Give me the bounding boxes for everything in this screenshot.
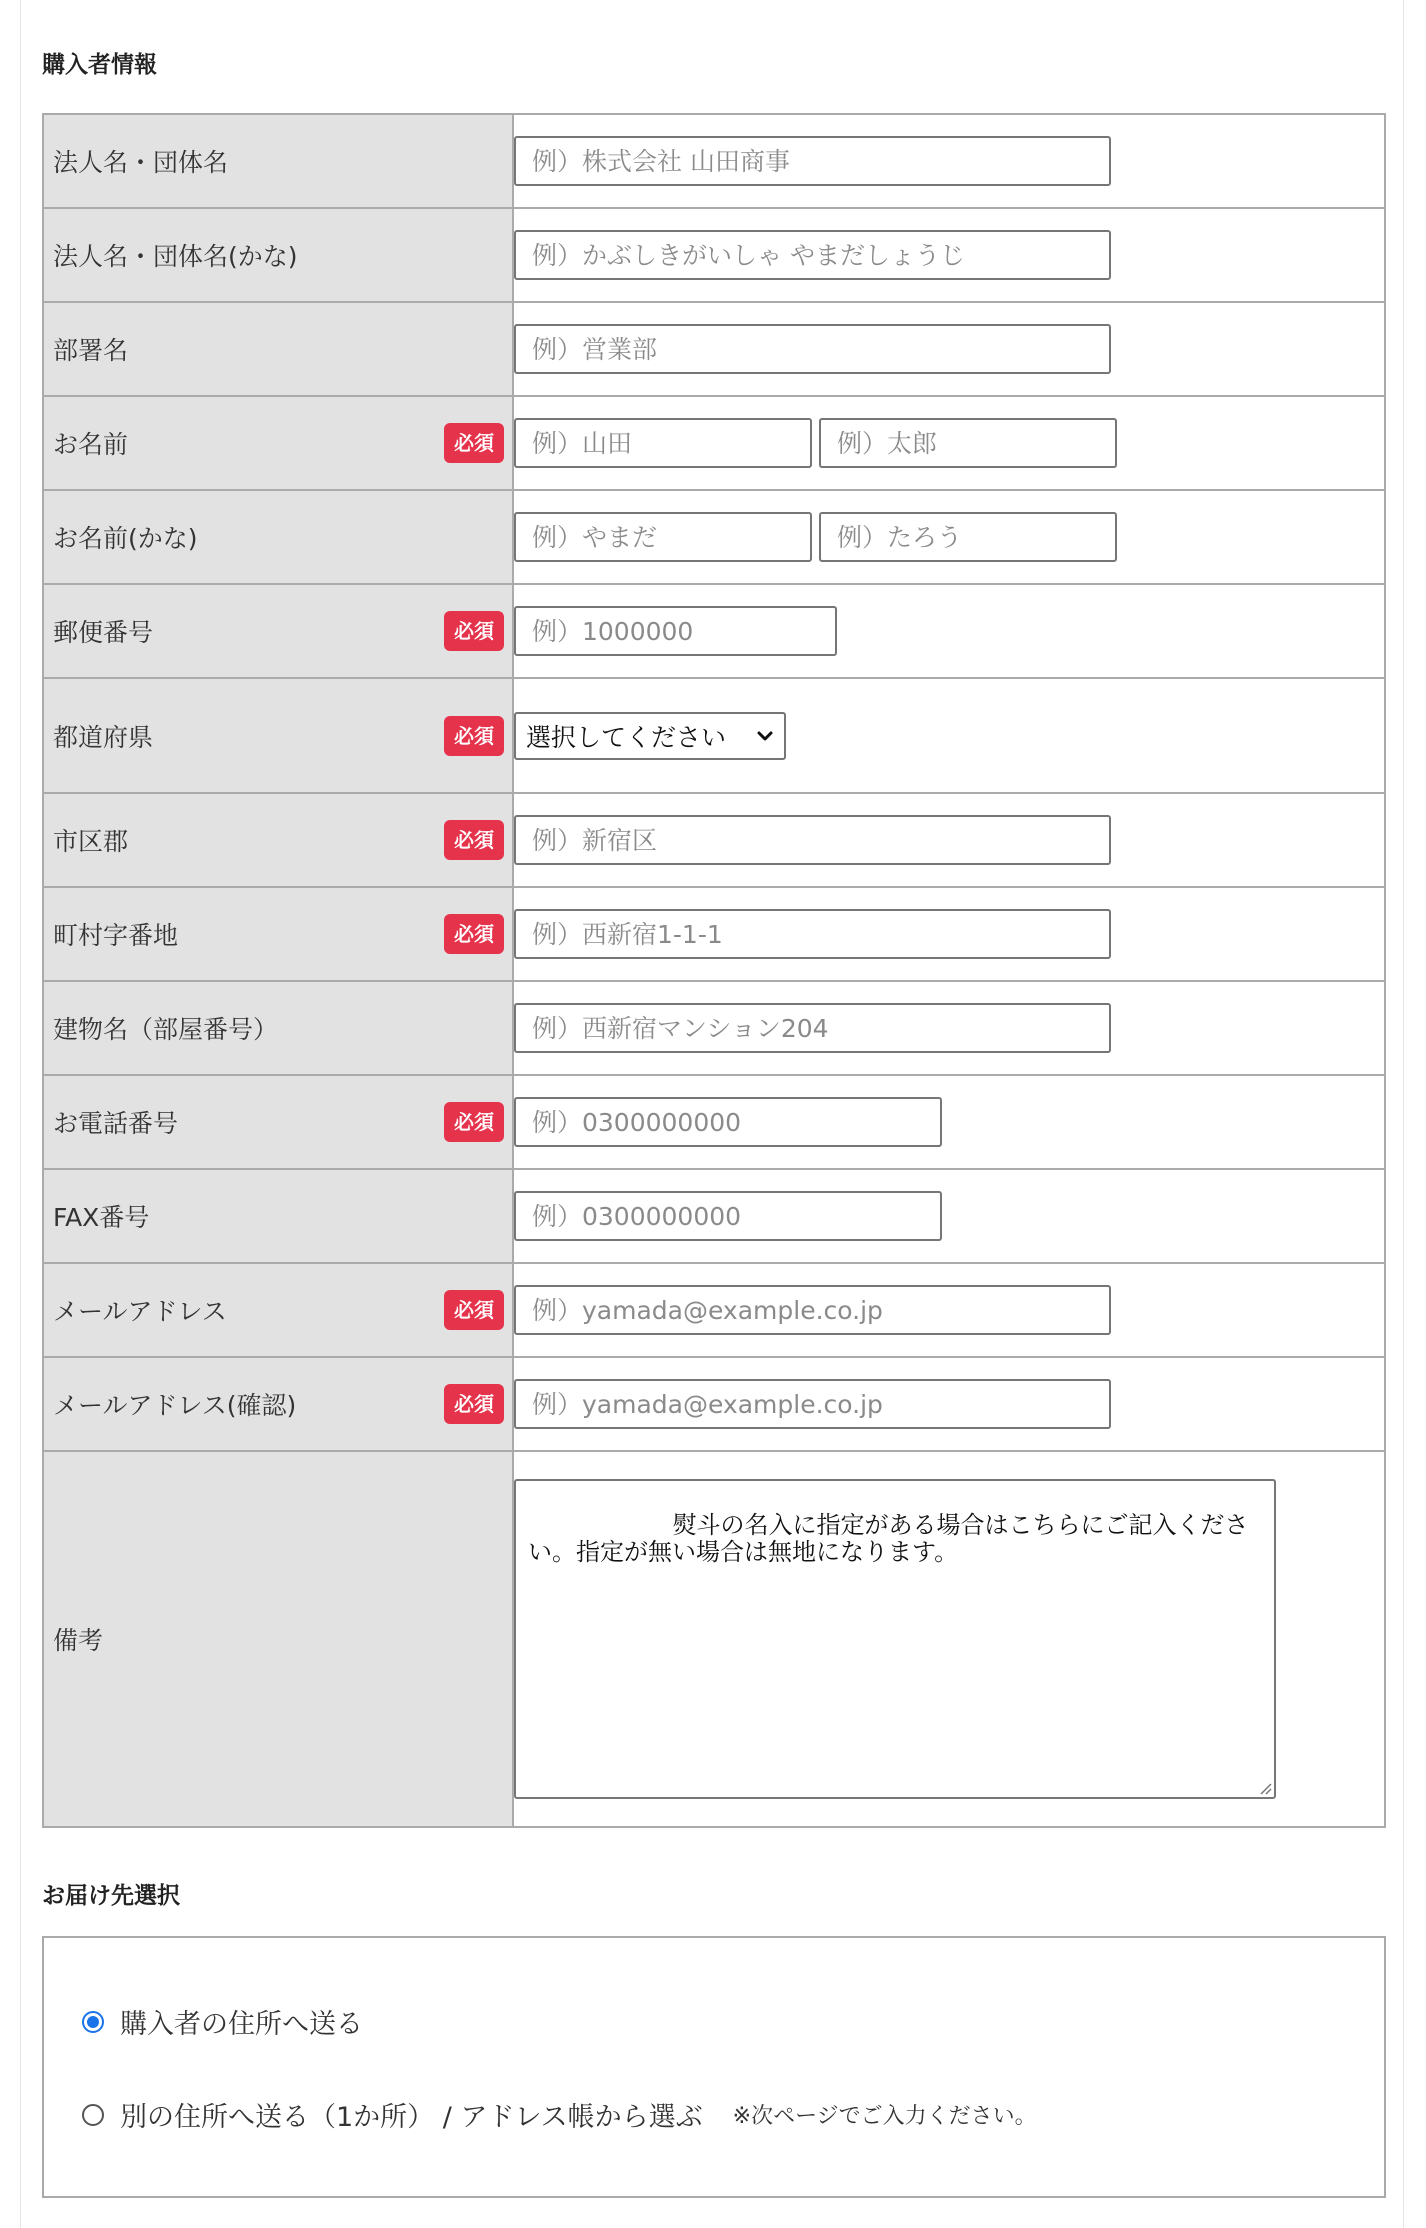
delivery-options-box (42, 1936, 1386, 2198)
required-badge: 必須 (444, 423, 504, 463)
building-input[interactable] (514, 1003, 1111, 1053)
label-company-name-kana: 法人名・団体名(かな) (53, 242, 298, 271)
label-email: メールアドレス (53, 1297, 227, 1326)
purchaser-form-table (42, 113, 1386, 1828)
city-input[interactable] (514, 815, 1111, 865)
row-company-name-kana (43, 208, 1385, 302)
label-street-address: 町村字番地 (53, 921, 179, 950)
required-badge: 必須 (444, 914, 504, 954)
label-name-kana: お名前(かな) (53, 524, 198, 553)
first-name-input[interactable] (819, 418, 1117, 468)
row-email (43, 1263, 1385, 1357)
prefecture-select-value: 選択してください (526, 722, 727, 752)
radio-other-address[interactable] (82, 2104, 104, 2126)
resize-grip-icon[interactable] (1258, 1781, 1272, 1795)
required-badge: 必須 (444, 1384, 504, 1424)
last-name-input[interactable] (514, 418, 812, 468)
option-other-address-note: ※次ページでご入力ください。 (732, 2104, 1037, 2129)
section-title-purchaser: 購入者情報 (42, 52, 157, 78)
row-email-confirm (43, 1357, 1385, 1451)
row-department (43, 302, 1385, 396)
row-city (43, 793, 1385, 887)
option-purchaser-address-label: 購入者の住所へ送る (120, 2009, 363, 2040)
row-prefecture (43, 678, 1385, 793)
required-badge: 必須 (444, 716, 504, 756)
required-badge: 必須 (444, 820, 504, 860)
label-email-confirm: メールアドレス(確認) (53, 1391, 297, 1420)
label-fax: FAX番号 (53, 1203, 150, 1232)
first-name-kana-input[interactable] (819, 512, 1117, 562)
required-badge: 必須 (444, 1102, 504, 1142)
company-name-kana-input[interactable] (514, 230, 1111, 280)
label-remarks: 備考 (53, 1626, 104, 1655)
email-input[interactable] (514, 1285, 1111, 1335)
row-company-name (43, 114, 1385, 208)
row-name-kana (43, 490, 1385, 584)
label-prefecture: 都道府県 (53, 722, 154, 752)
delivery-option-other-address[interactable] (82, 2095, 1037, 2134)
street-address-input[interactable] (514, 909, 1111, 959)
label-name: お名前 (53, 430, 129, 459)
prefecture-select[interactable] (514, 712, 786, 760)
remarks-text: 熨斗の名入に指定がある場合はこちらにご記入ください。指定が無い場合は無地になります。 (528, 1511, 1249, 1566)
chevron-down-icon (756, 727, 774, 745)
company-name-input[interactable] (514, 136, 1111, 186)
row-building (43, 981, 1385, 1075)
label-postal-code: 郵便番号 (53, 618, 154, 647)
delivery-option-purchaser-address[interactable] (82, 2002, 363, 2041)
postal-code-input[interactable] (514, 606, 837, 656)
radio-purchaser-address[interactable] (82, 2011, 104, 2033)
fax-input[interactable] (514, 1191, 942, 1241)
row-street-address (43, 887, 1385, 981)
phone-input[interactable] (514, 1097, 942, 1147)
row-postal-code (43, 584, 1385, 678)
option-other-address-label: 別の住所へ送る（1か所） / アドレス帳から選ぶ (120, 2102, 703, 2133)
required-badge: 必須 (444, 611, 504, 651)
section-title-delivery: お届け先選択 (42, 1883, 180, 1909)
label-phone: お電話番号 (53, 1109, 179, 1138)
required-badge: 必須 (444, 1290, 504, 1330)
row-name (43, 396, 1385, 490)
label-department: 部署名 (53, 336, 129, 365)
remarks-textarea[interactable] (514, 1479, 1276, 1799)
email-confirm-input[interactable] (514, 1379, 1111, 1429)
label-city: 市区郡 (53, 827, 129, 856)
department-input[interactable] (514, 324, 1111, 374)
label-company-name: 法人名・団体名 (53, 148, 229, 177)
row-remarks (43, 1451, 1385, 1827)
last-name-kana-input[interactable] (514, 512, 812, 562)
row-phone (43, 1075, 1385, 1169)
row-fax (43, 1169, 1385, 1263)
label-building: 建物名（部屋番号） (53, 1015, 279, 1044)
